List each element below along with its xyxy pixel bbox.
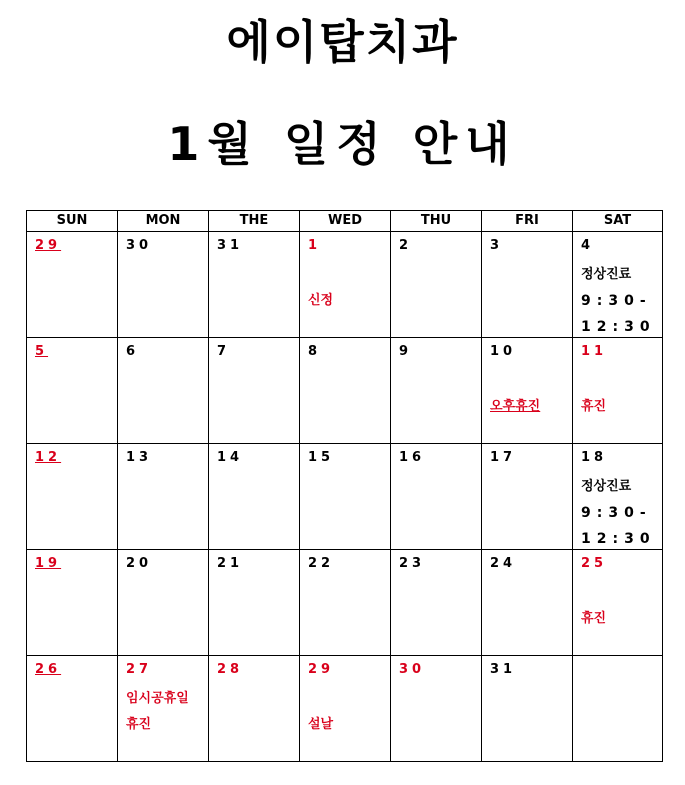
day-cell: [118, 338, 209, 444]
week-row: [27, 232, 663, 338]
day-number: 30: [126, 238, 153, 253]
day-number: 19: [35, 556, 62, 571]
day-cell: [300, 444, 391, 550]
day-number: 18: [581, 450, 608, 465]
weekday-header: MON: [118, 211, 209, 232]
day-cell: [391, 656, 482, 762]
day-number: 29: [35, 238, 62, 253]
day-number: 25: [581, 556, 608, 571]
weekday-header-row: [27, 211, 663, 232]
day-cell: [27, 656, 118, 762]
day-cell: [573, 232, 663, 338]
day-number: 17: [490, 450, 517, 465]
weekday-header: SUN: [27, 211, 118, 232]
day-number: 26: [35, 662, 62, 677]
day-number: 10: [490, 344, 517, 359]
day-note: 오후휴진: [490, 399, 541, 414]
day-cell: [118, 656, 209, 762]
day-cell: [391, 444, 482, 550]
clinic-name: 에이탑치과: [226, 15, 459, 69]
day-cell: [300, 338, 391, 444]
hours-time: 12:30: [581, 531, 656, 547]
day-note: 휴진: [126, 717, 152, 732]
day-number: 13: [126, 450, 153, 465]
day-cell: [300, 656, 391, 762]
hours-time: 9:30-: [581, 505, 652, 521]
day-number: 11: [581, 344, 608, 359]
weekday-header: THU: [391, 211, 482, 232]
day-number: 15: [308, 450, 335, 465]
day-cell: [27, 550, 118, 656]
day-cell: [118, 444, 209, 550]
day-cell: [209, 550, 300, 656]
day-number: 30: [399, 662, 426, 677]
weekday-header: FRI: [482, 211, 573, 232]
day-cell: [573, 550, 663, 656]
day-number: 28: [217, 662, 244, 677]
day-number: 1: [308, 238, 322, 253]
day-note: 휴진: [581, 611, 607, 626]
day-cell: [573, 656, 663, 762]
day-cell: [27, 232, 118, 338]
day-number: 3: [490, 238, 504, 253]
day-number: 5: [35, 344, 49, 359]
hours-label: 정상진료: [581, 267, 632, 282]
day-number: 29: [308, 662, 335, 677]
day-number: 14: [217, 450, 244, 465]
day-cell: [300, 550, 391, 656]
day-cell: [209, 232, 300, 338]
weekday-header: WED: [300, 211, 391, 232]
day-number: 21: [217, 556, 244, 571]
week-row: [27, 338, 663, 444]
day-cell: [482, 550, 573, 656]
day-cell: [27, 338, 118, 444]
day-number: 31: [217, 238, 244, 253]
day-note: 설날: [308, 717, 334, 732]
day-number: 12: [35, 450, 62, 465]
day-cell: [300, 232, 391, 338]
day-note: 휴진: [581, 399, 607, 414]
day-cell: [482, 656, 573, 762]
clinic-hours: [581, 262, 656, 340]
weekday-header: SAT: [573, 211, 663, 232]
day-number: 16: [399, 450, 426, 465]
hours-time: 9:30-: [581, 293, 652, 309]
day-cell: [27, 444, 118, 550]
calendar-table: [26, 210, 663, 762]
day-cell: [482, 444, 573, 550]
day-number: 31: [490, 662, 517, 677]
day-number: 2: [399, 238, 413, 253]
day-number: 8: [308, 344, 322, 359]
hours-label: 정상진료: [581, 479, 632, 494]
day-cell: [391, 550, 482, 656]
day-note: 임시공휴일: [126, 691, 189, 706]
day-number: 20: [126, 556, 153, 571]
day-number: 23: [399, 556, 426, 571]
day-number: 6: [126, 344, 140, 359]
day-number: 22: [308, 556, 335, 571]
week-row: [27, 656, 663, 762]
day-number: 9: [399, 344, 413, 359]
day-cell: [573, 444, 663, 550]
day-cell: [118, 550, 209, 656]
day-cell: [482, 338, 573, 444]
week-row: [27, 550, 663, 656]
day-number: 27: [126, 662, 153, 677]
day-cell: [209, 444, 300, 550]
day-cell: [391, 338, 482, 444]
hours-time: 12:30: [581, 319, 656, 335]
day-number: 4: [581, 238, 595, 253]
day-cell: [209, 338, 300, 444]
week-row: [27, 444, 663, 550]
schedule-title: 1월 일정 안내: [167, 117, 518, 171]
day-cell: [391, 232, 482, 338]
day-number: 7: [217, 344, 231, 359]
day-cell: [209, 656, 300, 762]
day-cell: [482, 232, 573, 338]
day-number: 24: [490, 556, 517, 571]
day-note: 신정: [308, 293, 334, 308]
weekday-header: THE: [209, 211, 300, 232]
day-cell: [118, 232, 209, 338]
clinic-hours: [581, 474, 656, 552]
day-cell: [573, 338, 663, 444]
